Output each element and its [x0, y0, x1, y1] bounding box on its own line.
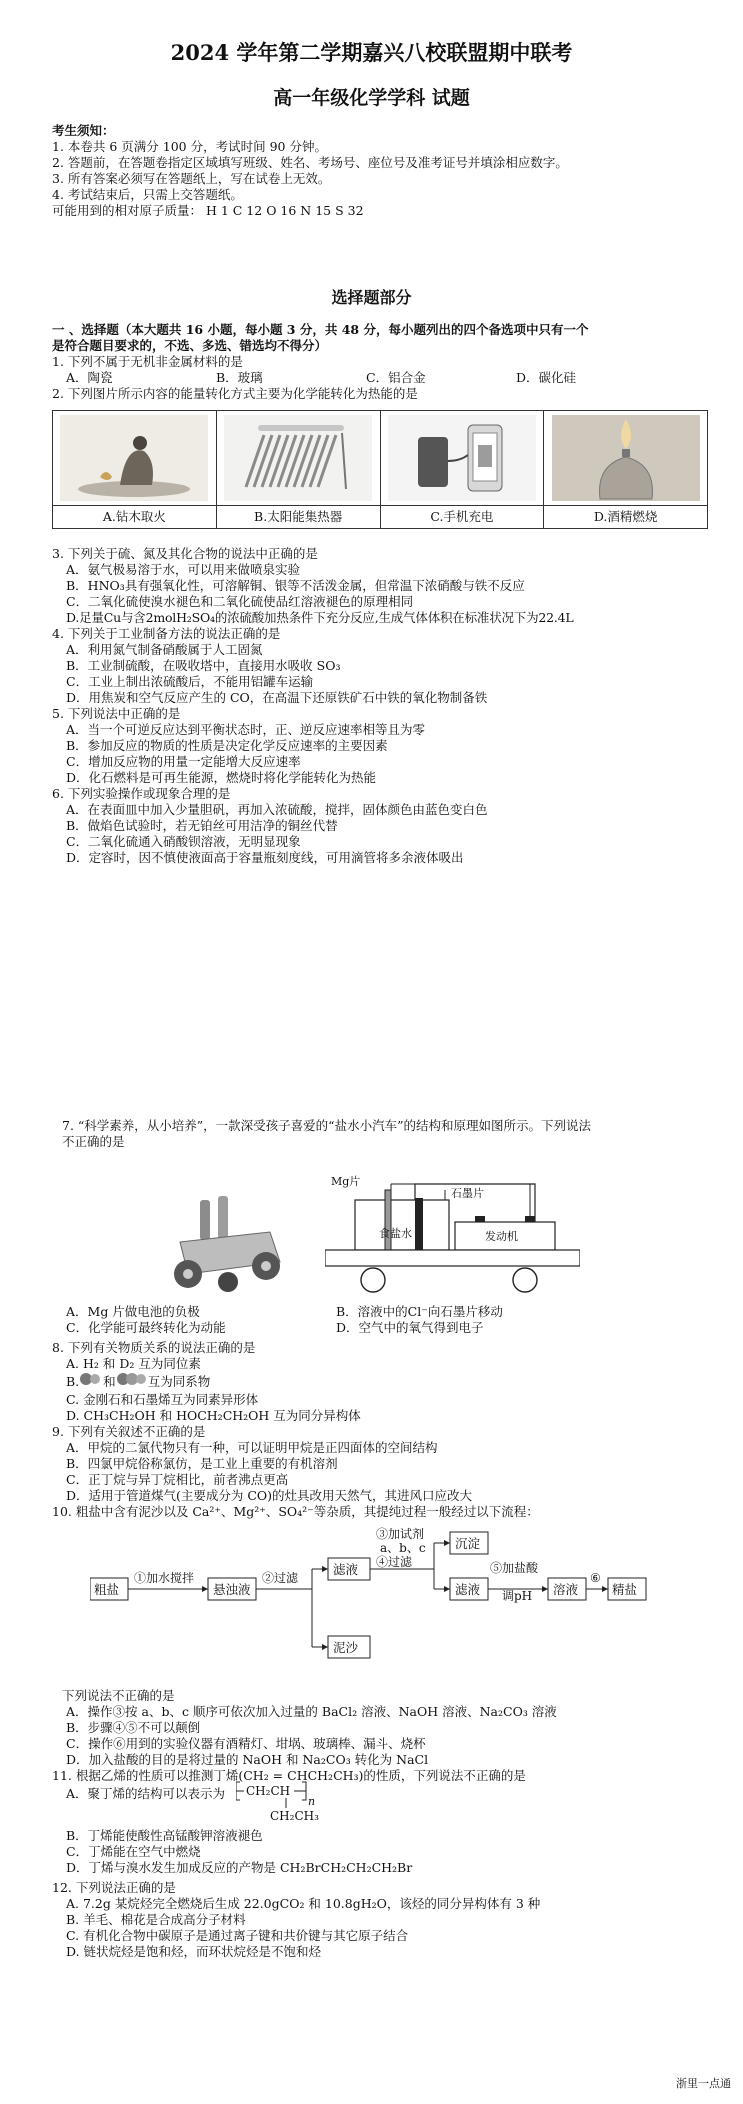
q8-option-d: D. CH₃CH₂OH 和 HOCH₂CH₂OH 互为同分异构体	[66, 1408, 361, 1423]
q6-option-c: C．二氧化硫通入硝酸钡溶液，无明显现象	[66, 834, 301, 849]
q9-option-d: D．适用于管道煤气(主要成分为 CO)的灶具改用天然气，其进风口应改大	[66, 1488, 473, 1503]
flow-step3: ③加试剂	[376, 1527, 425, 1541]
question-8	[52, 1340, 707, 1424]
q6-stem: 6. 下列实验操作或现象合理的是	[52, 786, 231, 801]
flow-refined-salt: 精盐	[612, 1582, 638, 1597]
q8-option-b-prefix: B.	[66, 1374, 80, 1389]
poly-main-chain: CH₂CH	[246, 1784, 291, 1798]
molecule-model-1-icon	[79, 1372, 103, 1386]
q7-option-c: C．化学能可最终转化为动能	[66, 1320, 226, 1335]
flow-crude-salt: 粗盐	[94, 1582, 120, 1597]
q6-option-a: A．在表面皿中加入少量胆矾，再加入浓硫酸，搅拌，固体颜色由蓝色变白色	[66, 802, 488, 817]
flow-filtrate2: 滤液	[455, 1582, 481, 1597]
part1-heading-line1: 一 、选择题（本大题共 16 小题，每小题 3 分，共 48 分，每小题列出的四个备选项中只有一个	[52, 322, 589, 337]
q1-option-b: B．玻璃	[216, 370, 263, 385]
q10-option-a: A．操作③按 a、b、c 顺序可依次加入过量的 BaCl₂ 溶液、NaOH 溶液、Na₂CO₃ 溶液	[66, 1704, 557, 1719]
q12-stem: 12. 下列说法正确的是	[52, 1880, 176, 1895]
q2-stem: 2. 下列图片所示内容的能量转化方式主要为化学能转化为热能的是	[52, 386, 418, 401]
fire-drill-image	[60, 415, 208, 501]
q4-option-b: B．工业制硫酸，在吸收塔中，直接用水吸收 SO₃	[66, 658, 341, 673]
q11-option-b: B．丁烯能使酸性高锰酸钾溶液褪色	[66, 1828, 263, 1843]
question-1	[52, 354, 707, 402]
molecule-model-2-icon	[116, 1372, 148, 1386]
q7-option-a: A．Mg 片做电池的负极	[66, 1304, 200, 1319]
part1-heading	[52, 322, 707, 354]
toy-car-image	[160, 1182, 295, 1297]
q4-option-a: A．利用氮气制备硝酸属于人工固氮	[66, 642, 263, 657]
q11-option-a-row	[52, 1786, 707, 1802]
flow-precipitate: 沉淀	[455, 1536, 481, 1551]
exam-subtitle: 高一年级化学学科 试题	[273, 87, 470, 109]
q9-option-c: C．正丁烷与异丁烷相比，前者沸点更高	[66, 1472, 289, 1487]
q11-stem: 11. 根据乙烯的性质可以推测丁烯(CH₂ = CHCH₂CH₃)的性质，下列说法不正确的是	[52, 1768, 526, 1783]
q2-image-c-cell	[380, 411, 544, 506]
purification-flowchart	[90, 1528, 650, 1678]
q3-stem: 3. 下列关于硫、氮及其化合物的说法中正确的是	[52, 546, 318, 561]
polybutene-structure	[236, 1780, 346, 1826]
q3-option-b: B．HNO₃具有强氧化性，可溶解铜、银等不活泼金属，但常温下浓硝酸与铁不反应	[66, 578, 525, 593]
q1-option-d: D．碳化硅	[516, 370, 577, 385]
flow-suspension: 悬浊液	[213, 1582, 251, 1597]
q4-option-c: C．工业上制出浓硫酸后，不能用铝罐车运输	[66, 674, 314, 689]
q11-option-d: D．丁烯与溴水发生加成反应的产物是 CH₂BrCH₂CH₂CH₂Br	[66, 1860, 413, 1875]
flow-filtrate: 滤液	[333, 1562, 359, 1577]
flow-step1: ①加水搅拌	[134, 1571, 195, 1585]
poly-n: n	[308, 1795, 316, 1808]
q5-stem: 5. 下列说法中正确的是	[52, 706, 181, 721]
q1-option-c: C．铝合金	[366, 370, 426, 385]
questions-3-6	[52, 546, 707, 866]
q2-caption-a: A.钻木取火	[53, 506, 217, 529]
q10-sub: 下列说法不正确的是	[62, 1688, 175, 1703]
alcohol-lamp-image	[552, 415, 700, 501]
q6-option-d: D．定容时，因不慎使液面高于容量瓶刻度线，可用滴管将多余液体吸出	[66, 850, 464, 865]
flow-mud: 泥沙	[333, 1640, 359, 1655]
q5-option-c: C．增加反应物的用量一定能增大反应速率	[66, 754, 301, 769]
question-11-options	[52, 1828, 707, 1876]
q2-image-b-cell	[216, 411, 380, 506]
graphite-label: 石墨片	[451, 1187, 484, 1200]
q5-option-d: D．化石燃料是可再生能源，燃烧时将化学能转化为热能	[66, 770, 377, 785]
q8-stem: 8. 下列有关物质关系的说法正确的是	[52, 1340, 256, 1355]
question-12	[52, 1880, 707, 1960]
q9-option-b: B．四氯甲烷俗称氯仿，是工业上重要的有机溶剂	[66, 1456, 338, 1471]
notice-item: 2. 答题前，在答题卷指定区域填写班级、姓名、考场号、座位号及准考证号并填涂相应数字。	[52, 155, 568, 170]
salt-water-label: 食盐水	[379, 1227, 412, 1240]
q2-caption-d: D.酒精燃烧	[544, 506, 708, 529]
q10-option-c: C．操作⑥用到的实验仪器有酒精灯、坩埚、玻璃棒、漏斗、烧杯	[66, 1736, 426, 1751]
question-10-options	[52, 1688, 707, 1784]
mg-label: Mg片	[331, 1175, 361, 1188]
q10-option-d: D．加入盐酸的目的是将过量的 NaOH 和 Na₂CO₃ 转化为 NaCl	[66, 1752, 429, 1767]
q3-option-d: D.足量Cu与含2molH₂SO₄的浓硫酸加热条件下充分反应,生成气体体积在标准状况下为22.4L	[66, 610, 574, 625]
section-title: 选择题部分	[331, 288, 412, 307]
q3-option-a: A．氨气极易溶于水，可以用来做喷泉实验	[66, 562, 301, 577]
notice-item: 1. 本卷共 6 页满分 100 分，考试时间 90 分钟。	[52, 139, 327, 154]
q8-option-a: A. H₂ 和 D₂ 互为同位素	[66, 1356, 201, 1371]
q2-image-d-cell	[544, 411, 708, 506]
q8-option-b-text: 互为同系物	[147, 1374, 211, 1389]
q10-option-b: B．步骤④⑤不可以颠倒	[66, 1720, 201, 1735]
q1-options	[52, 370, 707, 386]
q7-stem-line2: 不正确的是	[62, 1134, 125, 1149]
question-9	[52, 1424, 707, 1520]
atomic-masses: 可能用到的相对原子质量： H 1 C 12 O 16 N 15 S 32	[52, 203, 364, 218]
q8-option-c: C. 金刚石和石墨烯互为同素异形体	[66, 1392, 259, 1407]
q10-stem: 10. 粗盐中含有泥沙以及 Ca²⁺、Mg²⁺、SO₄²⁻等杂质，其提纯过程一般经过以下流程：	[52, 1504, 539, 1519]
notice-item: 3. 所有答案必须写在答题纸上，写在试卷上无效。	[52, 171, 331, 186]
q3-option-c: C．二氧化硫使溴水褪色和二氧化硫使品红溶液褪色的原理相同	[66, 594, 414, 609]
q12-option-c: C. 有机化合物中碳原子是通过离子键和共价键与其它原子结合	[66, 1928, 409, 1943]
q12-option-a: A. 7.2g 某烷烃完全燃烧后生成 22.0gCO₂ 和 10.8gH₂O，该烃的同分异构体有 3 种	[66, 1896, 541, 1911]
q12-option-d: D. 链状烷烃是饱和烃，而环状烷烃是不饱和烃	[66, 1944, 322, 1959]
q7-stem-line1: 7. “科学素养，从小培养”，一款深受孩子喜爱的“盐水小汽车”的结构和原理如图所示。下列说法	[62, 1118, 591, 1133]
notice-heading: 考生须知：	[52, 123, 115, 138]
engine-label: 发动机	[485, 1230, 518, 1243]
q8-option-b-mid: 和	[103, 1374, 116, 1389]
q12-option-b: B. 羊毛、棉花是合成高分子材料	[66, 1912, 246, 1927]
flow-step5-ph: 调pH	[502, 1589, 533, 1603]
q5-option-b: B．参加反应的物质的性质是决定化学反应速率的主要因素	[66, 738, 388, 753]
salt-car-diagram	[325, 1176, 580, 1298]
q1-option-a: A．陶瓷	[66, 370, 113, 385]
q7-option-b: B．溶液中的Cl⁻向石墨片移动	[336, 1304, 503, 1319]
q2-image-table	[52, 410, 708, 529]
q7-option-d: D．空气中的氧气得到电子	[336, 1320, 484, 1335]
q7-options	[52, 1304, 707, 1336]
notice-item: 4. 考试结束后，只需上交答题纸。	[52, 187, 243, 202]
flow-step5: ⑤加盐酸	[490, 1561, 539, 1575]
flow-solution: 溶液	[553, 1582, 579, 1597]
q4-stem: 4. 下列关于工业制备方法的说法正确的是	[52, 626, 281, 641]
footer-watermark: 浙里一点通	[676, 2077, 731, 2090]
notice-block	[52, 123, 707, 219]
q2-caption-c: C.手机充电	[380, 506, 544, 529]
question-7	[62, 1118, 717, 1150]
q2-caption-b: B.太阳能集热器	[216, 506, 380, 529]
q4-option-d: D．用焦炭和空气反应产生的 CO，在高温下还原铁矿石中铁的氧化物制备铁	[66, 690, 488, 705]
q11-option-a: A．聚丁烯的结构可以表示为	[66, 1786, 226, 1801]
exam-title: 2024 学年第二学期嘉兴八校联盟期中联考	[170, 40, 573, 65]
flow-step4: ④过滤	[376, 1555, 413, 1569]
q1-stem: 1. 下列不属于无机非金属材料的是	[52, 354, 243, 369]
part1-heading-line2: 是符合题目要求的，不选、多选、错选均不得分）	[52, 338, 328, 353]
q11-option-c: C．丁烯能在空气中燃烧	[66, 1844, 201, 1859]
poly-side-chain: CH₂CH₃	[270, 1809, 319, 1823]
flow-step3-reagents: a、b、c	[380, 1541, 426, 1555]
q9-option-a: A．甲烷的二氯代物只有一种，可以证明甲烷是正四面体的空间结构	[66, 1440, 438, 1455]
flow-step6: ⑥	[590, 1571, 601, 1585]
q6-option-b: B．做焰色试验时，若无铂丝可用洁净的铜丝代替	[66, 818, 338, 833]
flow-step2: ②过滤	[262, 1571, 299, 1585]
q8-option-b	[52, 1372, 707, 1392]
q9-stem: 9. 下列有关叙述不正确的是	[52, 1424, 206, 1439]
solar-heater-image	[224, 415, 372, 501]
q2-image-a-cell	[53, 411, 217, 506]
q5-option-a: A．当一个可逆反应达到平衡状态时，正、逆反应速率相等且为零	[66, 722, 426, 737]
phone-charging-image	[388, 415, 536, 501]
